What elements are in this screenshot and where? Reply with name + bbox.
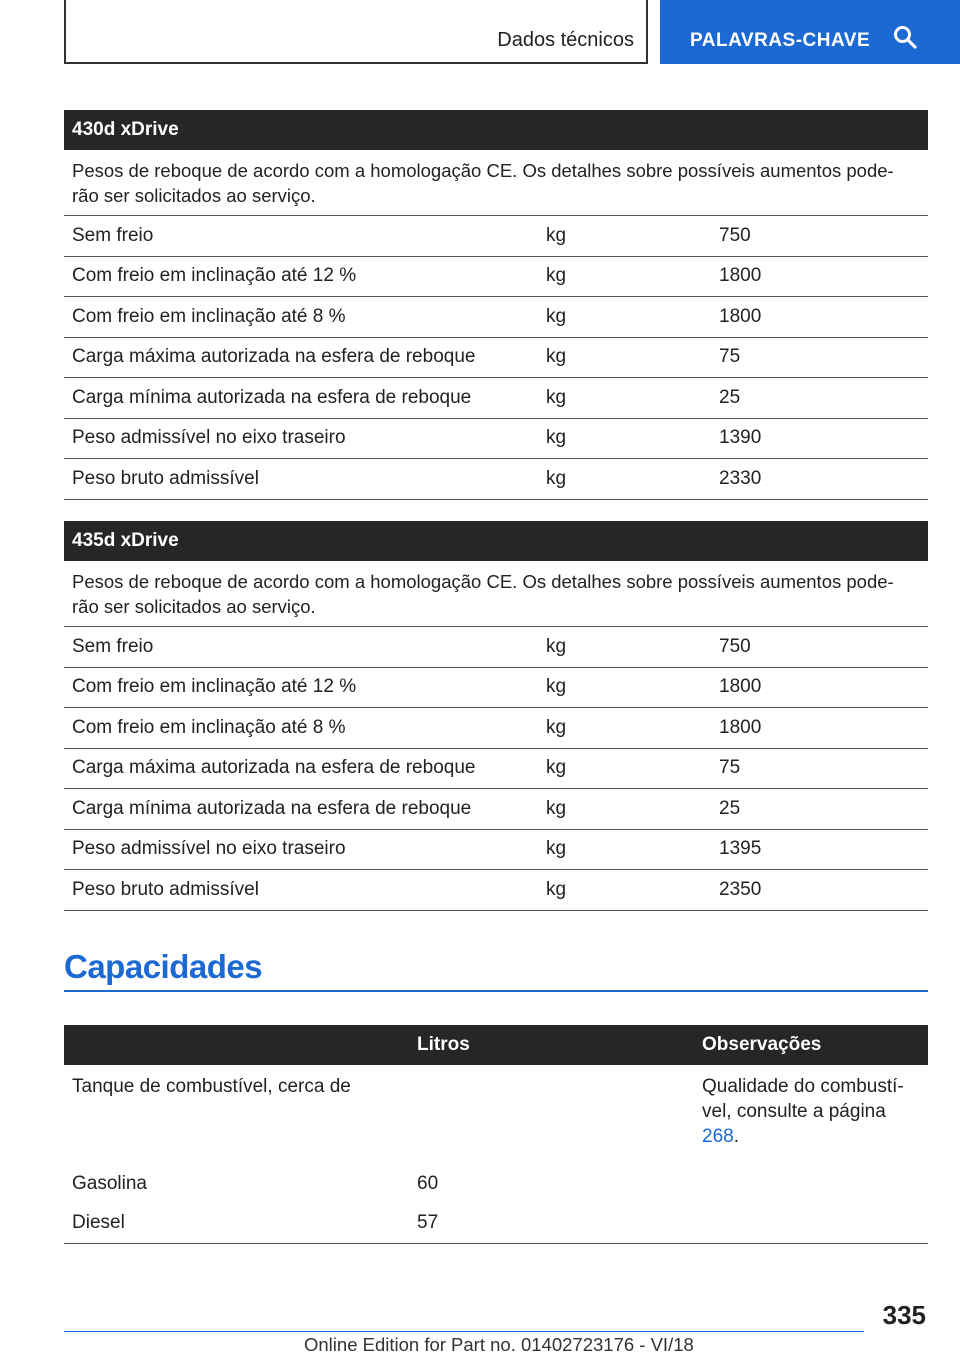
row-litres bbox=[409, 1074, 694, 1164]
keywords-label: PALAVRAS-CHAVE bbox=[690, 30, 871, 51]
row-value: 25 bbox=[719, 386, 741, 408]
row-value: 1800 bbox=[719, 265, 762, 287]
row-litres: 57 bbox=[417, 1212, 439, 1234]
row-value: 75 bbox=[719, 346, 741, 368]
table-row bbox=[64, 1164, 928, 1204]
column-header-litres: Litros bbox=[417, 1034, 470, 1055]
row-label: Carga máxima autorizada na esfera de reboque bbox=[72, 757, 476, 779]
row-unit: kg bbox=[546, 467, 567, 489]
row-value: 2350 bbox=[719, 878, 762, 900]
row-unit: kg bbox=[546, 346, 567, 368]
row-label: Sem freio bbox=[72, 635, 154, 657]
search-icon bbox=[892, 24, 918, 50]
row-value: 75 bbox=[719, 757, 741, 779]
row-unit: kg bbox=[546, 757, 567, 779]
row-label: Com freio em inclinação até 12 % bbox=[72, 265, 357, 287]
row-label: Carga mínima autorizada na esfera de reboque bbox=[72, 386, 472, 408]
row-unit: kg bbox=[546, 224, 567, 246]
row-label: Peso admissível no eixo traseiro bbox=[72, 427, 346, 449]
footer-divider bbox=[64, 1331, 864, 1332]
table-title: 435d xDrive bbox=[64, 521, 928, 561]
table-row bbox=[64, 378, 928, 419]
table-row bbox=[64, 338, 928, 379]
row-unit: kg bbox=[546, 716, 567, 738]
row-value: 1395 bbox=[719, 838, 762, 860]
row-label: Carga mínima autorizada na esfera de reboque bbox=[72, 797, 472, 819]
row-label: Peso admissível no eixo traseiro bbox=[72, 838, 346, 860]
row-unit: kg bbox=[546, 305, 567, 327]
row-label: Gasolina bbox=[72, 1172, 147, 1194]
row-value: 1800 bbox=[719, 676, 762, 698]
row-value: 1390 bbox=[719, 427, 762, 449]
table-note: Pesos de reboque de acordo com a homologação CE. Os detalhes sobre possíveis aumentos pode-rão ser solicitados ao serviço. bbox=[64, 150, 928, 216]
table-row bbox=[64, 708, 928, 749]
table-row bbox=[64, 1065, 928, 1164]
row-value: 1800 bbox=[719, 305, 762, 327]
row-label: Peso bruto admissível bbox=[72, 467, 259, 489]
row-value: 750 bbox=[719, 224, 751, 246]
footer-edition: Online Edition for Part no. 01402723176 - VI/18 bbox=[304, 1334, 694, 1355]
table-row bbox=[64, 789, 928, 830]
table-row bbox=[64, 668, 928, 709]
row-value: 750 bbox=[719, 635, 751, 657]
row-note bbox=[694, 1074, 928, 1164]
table-title: 430d xDrive bbox=[64, 110, 928, 150]
row-label: Sem freio bbox=[72, 224, 154, 246]
table-row bbox=[64, 1204, 928, 1245]
table-row bbox=[64, 627, 928, 668]
page-link[interactable]: 268 bbox=[702, 1126, 734, 1147]
header-section-tab[interactable] bbox=[64, 0, 648, 64]
row-unit: kg bbox=[546, 797, 567, 819]
row-unit: kg bbox=[546, 635, 567, 657]
page-number: 335 bbox=[882, 1300, 926, 1330]
table-row bbox=[64, 297, 928, 338]
row-label: Com freio em inclinação até 12 % bbox=[72, 676, 357, 698]
row-unit: kg bbox=[546, 676, 567, 698]
section-title: Capacidades bbox=[64, 948, 263, 985]
table-row bbox=[64, 870, 928, 911]
capacities-table bbox=[64, 1025, 928, 1244]
table-row bbox=[64, 419, 928, 460]
row-litres: 60 bbox=[417, 1172, 439, 1194]
row-label: Diesel bbox=[72, 1212, 125, 1234]
towing-table-430d bbox=[64, 110, 928, 500]
towing-table-435d bbox=[64, 521, 928, 911]
header-section-label: Dados técnicos bbox=[497, 28, 634, 51]
table-row bbox=[64, 830, 928, 871]
row-label: Com freio em inclinação até 8 % bbox=[72, 305, 346, 327]
row-unit: kg bbox=[546, 427, 567, 449]
row-unit: kg bbox=[546, 838, 567, 860]
column-header-notes: Observações bbox=[702, 1034, 822, 1055]
table-row bbox=[64, 459, 928, 500]
row-unit: kg bbox=[546, 878, 567, 900]
row-unit: kg bbox=[546, 265, 567, 287]
table-row bbox=[64, 749, 928, 790]
capacities-header bbox=[64, 1025, 928, 1065]
row-label: Com freio em inclinação até 8 % bbox=[72, 716, 346, 738]
table-row bbox=[64, 257, 928, 298]
row-label: Carga máxima autorizada na esfera de reboque bbox=[72, 346, 476, 368]
table-note: Pesos de reboque de acordo com a homologação CE. Os detalhes sobre possíveis aumentos pode-rão ser solicitados ao serviço. bbox=[64, 561, 928, 627]
row-value: 1800 bbox=[719, 716, 762, 738]
row-unit: kg bbox=[546, 386, 567, 408]
note-suffix: . bbox=[733, 1126, 739, 1147]
row-value: 25 bbox=[719, 797, 741, 819]
row-value: 2330 bbox=[719, 467, 762, 489]
section-divider bbox=[64, 990, 928, 992]
keywords-button[interactable] bbox=[660, 0, 960, 64]
row-label: Tanque de combustível, cerca de bbox=[72, 1076, 351, 1097]
table-row bbox=[64, 216, 928, 257]
row-label: Peso bruto admissível bbox=[72, 878, 259, 900]
note-text: Qualidade do combustí-vel, consulte a página bbox=[702, 1076, 904, 1122]
